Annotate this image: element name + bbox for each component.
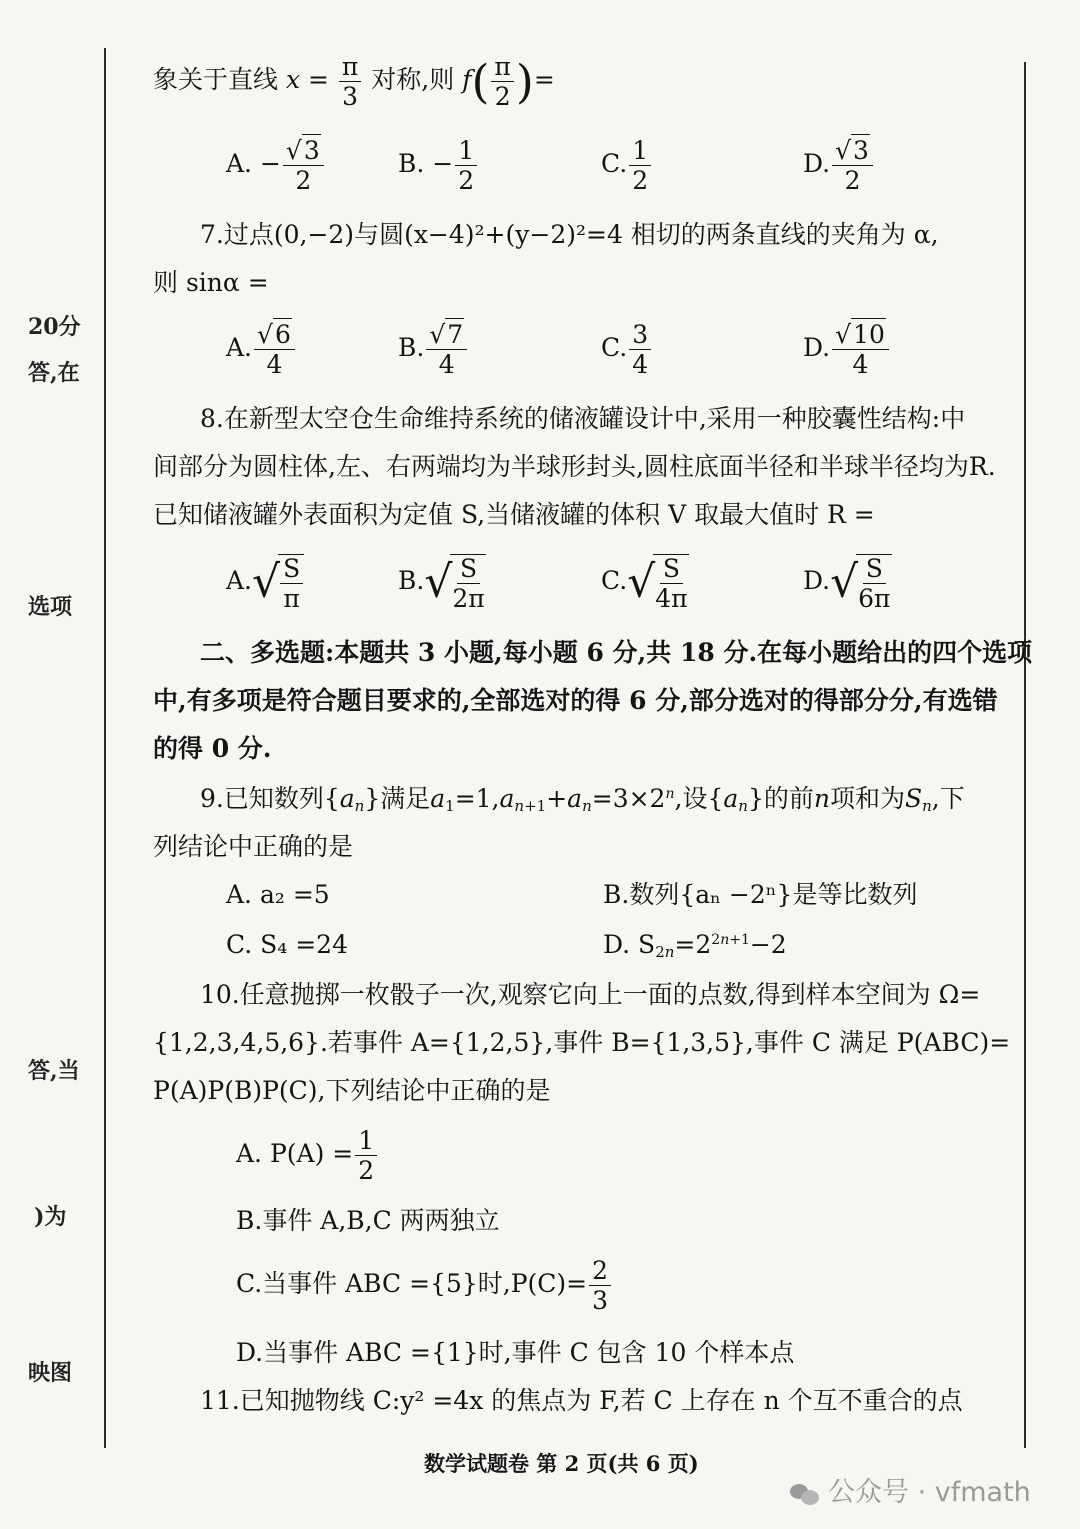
- section2-line3: 的得 0 分.: [153, 734, 272, 763]
- q10-option-b: B.事件 A,B,C 两两独立: [236, 1206, 500, 1235]
- q10-option-d: D.当事件 ABC ={1}时,事件 C 包含 10 个样本点: [236, 1338, 795, 1367]
- q6-option-a: A. − $\frac{√3}{2}$: [226, 138, 326, 193]
- margin-fragment-6: 映图: [28, 1360, 73, 1386]
- q8-option-c: C.√ $\frac{S}{4\pi}$: [601, 554, 688, 613]
- margin-fragment-1: 20分: [28, 314, 81, 340]
- section2-line1: 二、多选题:本题共 3 小题,每小题 6 分,共 18 分.在每小题给出的四个选项: [200, 638, 1033, 667]
- q9-option-b: B.数列{aₙ −2ⁿ}是等比数列: [603, 880, 918, 909]
- margin-fragment-3: 选项: [28, 594, 73, 620]
- q8-line3: 已知储液罐外表面积为定值 S,当储液罐的体积 V 取最大值时 R =: [153, 500, 875, 529]
- q9-option-a: A. a₂ =5: [226, 880, 330, 909]
- margin-fragment-2: 答,在: [28, 360, 80, 386]
- right-margin-line: [1024, 62, 1026, 1448]
- q7-option-a: A. $\frac{√6}{4}$: [226, 322, 297, 377]
- q7-line1: 7.过点(0,−2)与圆(x−4)²+(y−2)²=4 相切的两条直线的夹角为 α,: [200, 220, 939, 249]
- watermark: 公众号 · vfmath: [790, 1470, 1031, 1509]
- q8-line2: 间部分为圆柱体,左、右两端均为半球形封头,圆柱底面半径和半球半径均为R.: [153, 452, 996, 481]
- margin-fragment-5: )为: [34, 1204, 67, 1230]
- q10-line3: P(A)P(B)P(C),下列结论中正确的是: [153, 1076, 551, 1105]
- q7-option-c: C. $\frac{3}{4}$: [601, 322, 653, 377]
- q8-option-d: D.√ $\frac{S}{6\pi}$: [803, 554, 891, 613]
- wechat-icon: [790, 1482, 820, 1506]
- q8-line1: 8.在新型太空仓生命维持系统的储液罐设计中,采用一种胶囊性结构:中: [200, 404, 966, 433]
- q7-option-b: B. $\frac{√7}{4}$: [398, 322, 469, 377]
- q6-stem: 象关于直线 x = $\frac{\pi}{3}$ 对称,则 f( $\frac{\pi}{2}$ )=: [153, 52, 555, 111]
- q6-option-d: D. $\frac{√3}{2}$: [803, 138, 875, 193]
- q6-option-b: B. − $\frac{1}{2}$: [398, 138, 479, 193]
- q8-option-b: B.√ $\frac{S}{2\pi}$: [398, 554, 485, 613]
- q8-option-a: A.√ $\frac{S}{\pi}$: [226, 554, 306, 611]
- q9-line1: 9.已知数列$\{a_n\}$满足$a_1=1,a_{n+1}+a_n=3\times 2^n$,设$\{a_n\}$的前n项和为$S_n$,下: [200, 784, 965, 815]
- q11-line1: 11.已知抛物线 C:y² =4x 的焦点为 F,若 C 上存在 n 个互不重合的点: [200, 1386, 963, 1415]
- q9-line2: 列结论中正确的是: [153, 832, 354, 861]
- page-footer: 数学试题卷 第 2 页(共 6 页): [424, 1451, 699, 1476]
- q10-option-a: A. P(A) = $\frac{1}{2}$: [236, 1128, 379, 1183]
- section2-line2: 中,有多项是符合题目要求的,全部选对的得 6 分,部分选对的得部分分,有选错: [153, 686, 998, 715]
- q9-option-d: D. $S_{2n}=2^{2n+1}-2$: [603, 930, 787, 961]
- q10-line1: 10.任意抛掷一枚骰子一次,观察它向上一面的点数,得到样本空间为 Ω=: [200, 980, 981, 1009]
- q10-option-c: C.当事件 ABC ={5}时,P(C)= $\frac{2}{3}$: [236, 1258, 613, 1313]
- q10-line2: {1,2,3,4,5,6}.若事件 A={1,2,5},事件 B={1,3,5},事件 C 满足 P(ABC)=: [153, 1028, 1011, 1057]
- q9-option-c: C. S₄ =24: [226, 930, 348, 959]
- q7-option-d: D. $\frac{√10}{4}$: [803, 322, 891, 377]
- margin-fragment-4: 答,当: [28, 1058, 80, 1084]
- q7-line2: 则 sinα =: [153, 268, 269, 297]
- q6-option-c: C. $\frac{1}{2}$: [601, 138, 653, 193]
- left-margin-line: [104, 48, 106, 1448]
